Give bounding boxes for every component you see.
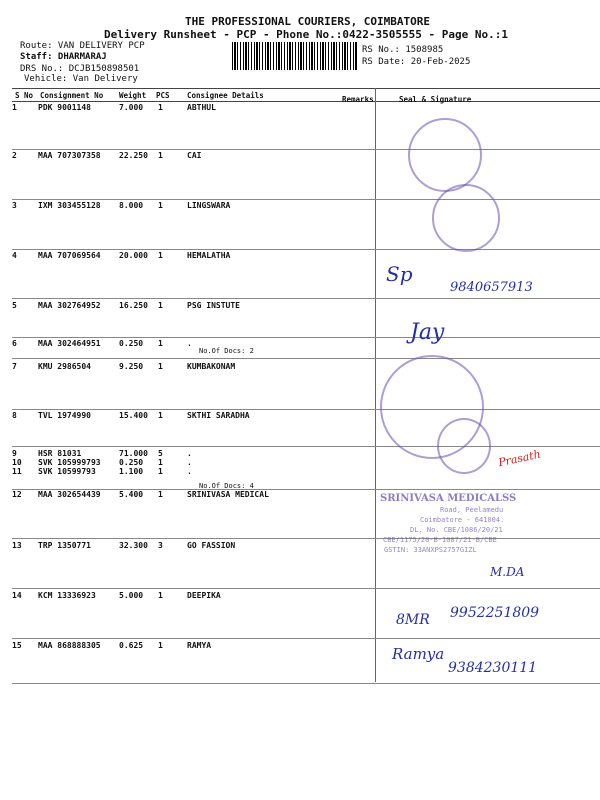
row-consignment-no: KCM 13336923 xyxy=(38,591,96,600)
row-divider xyxy=(12,199,600,200)
row-divider xyxy=(12,638,600,639)
handwritten-name-row15: Ramya xyxy=(392,645,445,663)
row-weight: 22.250 xyxy=(119,151,148,160)
row-divider xyxy=(12,489,600,490)
row-sno: 4 xyxy=(12,251,17,260)
row-consignee: HEMALATHA xyxy=(187,251,231,260)
row-consignee: SRINIVASA MEDICAL xyxy=(187,490,269,499)
row-sno: 12 xyxy=(12,490,22,499)
row-divider xyxy=(12,683,600,684)
row-consignee: GO FASSION xyxy=(187,541,236,550)
row-pcs: 1 xyxy=(158,490,163,499)
table-top-rule xyxy=(12,88,600,89)
row-pcs: 5 xyxy=(158,449,163,458)
row-pcs: 1 xyxy=(158,458,163,467)
row-weight: 32.300 xyxy=(119,541,148,550)
row-weight: 20.000 xyxy=(119,251,148,260)
row-divider xyxy=(12,358,600,359)
row-pcs: 3 xyxy=(158,541,163,550)
row-consignment-no: PDK 9001148 xyxy=(38,103,91,112)
row-weight: 0.250 xyxy=(119,458,144,467)
row-sno: 8 xyxy=(12,411,17,420)
row-weight: 71.000 xyxy=(119,449,148,458)
signature-row6: Jay xyxy=(410,320,445,345)
route-label: Route: VAN DELIVERY PCP xyxy=(20,41,145,51)
row-divider xyxy=(12,337,600,338)
company-seal-stamp xyxy=(408,118,482,192)
row-consignment-no: MAA 868888305 xyxy=(38,641,101,650)
handwritten-phone-row14: 9952251809 xyxy=(450,605,540,621)
row-weight: 15.400 xyxy=(119,411,148,420)
rs-number: RS No.: 1508985 xyxy=(362,45,444,55)
row-divider xyxy=(12,149,600,150)
row-sno: 10 xyxy=(12,458,22,467)
row-divider xyxy=(12,588,600,589)
rs-date: RS Date: 20-Feb-2025 xyxy=(362,57,471,67)
row-sno: 15 xyxy=(12,641,22,650)
initials-row14: 8MR xyxy=(396,612,430,628)
signature-row4: Sp xyxy=(386,262,413,286)
row-consignee: DEEPIKA xyxy=(187,591,221,600)
row-consignment-no: HSR 81031 xyxy=(38,449,82,458)
row-pcs: 1 xyxy=(158,362,163,371)
row-consignee: . xyxy=(187,339,192,348)
signature-row13: M.DA xyxy=(490,565,525,579)
row-weight: 5.400 xyxy=(119,490,144,499)
srinivasa-stamp-line6: GSTIN: 33ANXPS2757GIZL xyxy=(384,546,477,554)
col-seal-signature: Seal & Signature xyxy=(399,95,472,104)
row-pcs: 1 xyxy=(158,467,163,476)
row-sno: 14 xyxy=(12,591,22,600)
row-consignment-no: TRP 1350771 xyxy=(38,541,91,550)
header-bottom-rule xyxy=(12,101,600,102)
row-pcs: 1 xyxy=(158,641,163,650)
row-consignee: CAI xyxy=(187,151,202,160)
company-name: THE PROFESSIONAL COURIERS, COIMBATORE xyxy=(185,15,431,28)
row-sno: 5 xyxy=(12,301,17,310)
handwritten-phone-row15: 9384230111 xyxy=(448,660,538,676)
srinivasa-stamp-line1: SRINIVASA MEDICALSS xyxy=(380,493,517,504)
row-pcs: 1 xyxy=(158,251,163,260)
row-weight: 8.000 xyxy=(119,201,144,210)
srinivasa-stamp-line5: CBE/1175/20-B-1087/21-B/CBE xyxy=(383,536,497,544)
row-consignee: PSG INSTUTE xyxy=(187,301,240,310)
srinivasa-stamp-line4: DL. No. CBE/1086/20/21 xyxy=(410,526,503,534)
row-consignment-no: SVK 10599793 xyxy=(38,467,96,476)
row-sno: 9 xyxy=(12,449,17,458)
row-weight: 9.250 xyxy=(119,362,144,371)
row-docs-note: No.Of Docs: 4 xyxy=(199,482,254,490)
barcode-icon xyxy=(232,42,358,70)
row-divider xyxy=(12,298,600,299)
row-consignment-no: IXM 303455128 xyxy=(38,201,101,210)
row-consignment-no: MAA 707307358 xyxy=(38,151,101,160)
row-consignee: SKTHI SARADHA xyxy=(187,411,250,420)
srinivasa-stamp-line3: Coimbatore - 641004. xyxy=(420,516,505,524)
row-sno: 3 xyxy=(12,201,17,210)
row-divider xyxy=(12,249,600,250)
row-pcs: 1 xyxy=(158,411,163,420)
row-consignment-no: MAA 302654439 xyxy=(38,490,101,499)
company-seal-stamp-2 xyxy=(432,184,500,252)
row-consignment-no: SVK 105999793 xyxy=(38,458,101,467)
row-pcs: 1 xyxy=(158,301,163,310)
srinivasa-stamp-line2: Road, Peelamedu xyxy=(440,506,504,514)
row-pcs: 1 xyxy=(158,591,163,600)
row-consignee: KUMBAKONAM xyxy=(187,362,236,371)
col-consignment: Consignment No xyxy=(40,91,104,100)
vehicle-label: Vehicle: Van Delivery xyxy=(24,74,138,84)
row-weight: 0.625 xyxy=(119,641,144,650)
row-consignment-no: MAA 707069564 xyxy=(38,251,101,260)
row-consignee: RAMYA xyxy=(187,641,212,650)
row-sno: 7 xyxy=(12,362,17,371)
handwritten-phone-row4: 9840657913 xyxy=(450,280,533,295)
row-pcs: 1 xyxy=(158,201,163,210)
row-pcs: 1 xyxy=(158,151,163,160)
col-weight: Weight xyxy=(119,91,147,100)
row-pcs: 1 xyxy=(158,103,163,112)
row-weight: 0.250 xyxy=(119,339,144,348)
row-weight: 5.000 xyxy=(119,591,144,600)
seal-column-divider xyxy=(375,88,376,682)
row-consignee: . xyxy=(187,458,192,467)
row-sno: 2 xyxy=(12,151,17,160)
col-pcs: PCS xyxy=(156,91,170,100)
drs-number: DRS No.: DCJB150898501 xyxy=(20,64,140,74)
row-consignment-no: MAA 302464951 xyxy=(38,339,101,348)
row-divider xyxy=(12,409,600,410)
signature-row9: Prasath xyxy=(497,447,542,470)
runsheet-subtitle: Delivery Runsheet - PCP - Phone No.:0422-3505555 - Page No.:1 xyxy=(104,28,508,41)
row-consignee: . xyxy=(187,467,192,476)
row-divider xyxy=(12,538,600,539)
col-consignee: Consignee Details xyxy=(187,91,264,100)
row-consignment-no: KMU 2986504 xyxy=(38,362,91,371)
row-consignee: ABTHUL xyxy=(187,103,216,112)
row-weight: 1.100 xyxy=(119,467,144,476)
row-consignee: LINGSWARA xyxy=(187,201,231,210)
row-consignment-no: TVL 1974990 xyxy=(38,411,91,420)
row-divider xyxy=(12,446,600,447)
staff-label: Staff: DHARMARAJ xyxy=(20,52,107,62)
row-weight: 16.250 xyxy=(119,301,148,310)
col-sno: S No xyxy=(15,91,34,100)
row-sno: 13 xyxy=(12,541,22,550)
row-sno: 1 xyxy=(12,103,17,112)
row-sno: 11 xyxy=(12,467,22,476)
row-docs-note: No.Of Docs: 2 xyxy=(199,347,254,355)
row-consignee: . xyxy=(187,449,192,458)
row-pcs: 1 xyxy=(158,339,163,348)
row-sno: 6 xyxy=(12,339,17,348)
col-remarks: Remarks xyxy=(342,95,374,104)
row-weight: 7.000 xyxy=(119,103,144,112)
small-seal-stamp xyxy=(437,418,491,474)
row-consignment-no: MAA 302764952 xyxy=(38,301,101,310)
